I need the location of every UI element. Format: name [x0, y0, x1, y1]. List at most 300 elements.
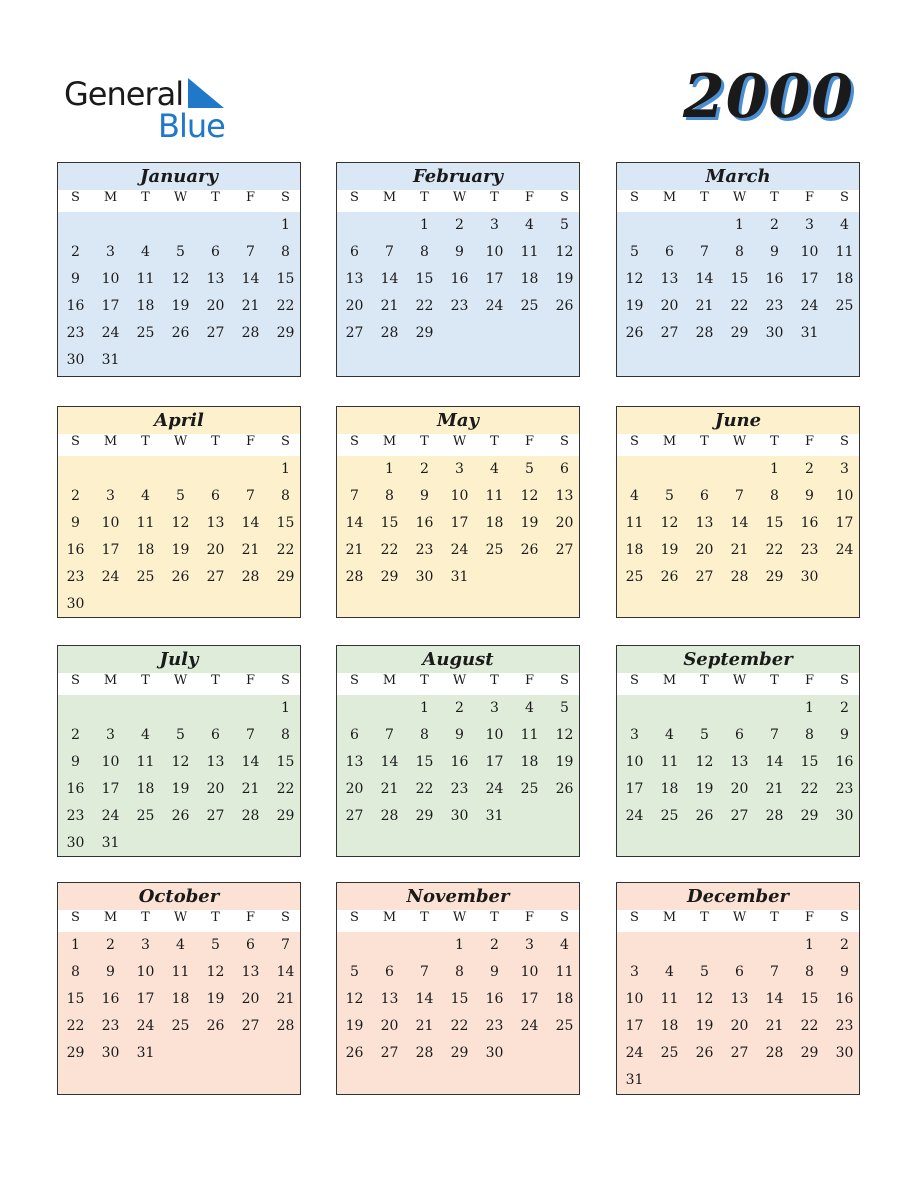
day-cell: 24 — [625, 1045, 644, 1061]
weekday-label: W — [452, 673, 467, 688]
day-cell: 31 — [800, 325, 819, 341]
day-cell: 12 — [171, 515, 190, 531]
week-row — [617, 803, 859, 830]
weekday-label: M — [382, 434, 397, 449]
day-cell: 28 — [380, 808, 399, 824]
weekday-label: S — [630, 673, 639, 688]
day-cell: 6 — [350, 244, 359, 260]
day-cell: 22 — [276, 781, 295, 797]
day-cell: 12 — [555, 244, 574, 260]
day-cell: 2 — [71, 244, 80, 260]
day-cell: 11 — [485, 488, 504, 504]
weekday-label: S — [560, 673, 569, 688]
week-row — [337, 510, 579, 537]
day-cell: 26 — [520, 542, 539, 558]
day-cell: 17 — [101, 298, 120, 314]
day-cell: 26 — [555, 298, 574, 314]
day-cell: 6 — [246, 937, 255, 953]
day-cell: 16 — [835, 754, 854, 770]
month-february — [336, 162, 580, 377]
day-cell: 17 — [450, 515, 469, 531]
empty-day-cell — [163, 830, 198, 857]
empty-day-cell — [128, 591, 163, 618]
empty-day-cell — [547, 803, 582, 830]
day-cell: 7 — [770, 727, 779, 743]
day-cell: 15 — [276, 515, 295, 531]
weekday-label: W — [173, 910, 188, 925]
day-cell: 6 — [211, 488, 220, 504]
empty-day-cell — [163, 695, 198, 722]
day-cell: 31 — [485, 808, 504, 824]
day-cell: 29 — [276, 569, 295, 585]
week-row — [58, 239, 300, 266]
day-cell: 27 — [730, 808, 749, 824]
weekday-label: T — [700, 190, 709, 205]
day-cell: 11 — [625, 515, 644, 531]
day-cell: 3 — [630, 727, 639, 743]
day-cell: 27 — [345, 325, 364, 341]
day-cell: 19 — [555, 271, 574, 287]
week-row — [617, 483, 859, 510]
week-row — [337, 212, 579, 239]
day-cell: 11 — [520, 727, 539, 743]
month-name: August — [422, 649, 494, 670]
day-cell: 24 — [520, 1018, 539, 1034]
empty-day-cell — [687, 932, 722, 959]
day-cell: 9 — [805, 488, 814, 504]
day-cell: 24 — [485, 298, 504, 314]
day-cell: 30 — [835, 808, 854, 824]
empty-day-cell — [198, 347, 233, 374]
weekday-label: S — [630, 910, 639, 925]
day-cell: 19 — [695, 781, 714, 797]
day-cell: 10 — [520, 964, 539, 980]
empty-day-cell — [827, 320, 862, 347]
day-cell: 8 — [805, 964, 814, 980]
week-row — [337, 959, 579, 986]
month-june — [616, 406, 860, 618]
empty-day-cell — [512, 1040, 547, 1067]
day-cell: 24 — [800, 298, 819, 314]
day-cell: 10 — [101, 515, 120, 531]
day-cell: 20 — [380, 1018, 399, 1034]
month-august — [336, 645, 580, 857]
day-cell: 13 — [660, 271, 679, 287]
weekday-label: W — [173, 673, 188, 688]
day-cell: 27 — [380, 1045, 399, 1061]
empty-day-cell — [687, 456, 722, 483]
day-cell: 28 — [380, 325, 399, 341]
empty-day-cell — [757, 932, 792, 959]
day-cell: 4 — [665, 964, 674, 980]
day-cell: 23 — [66, 808, 85, 824]
week-row — [617, 722, 859, 749]
week-row — [617, 776, 859, 803]
month-march — [616, 162, 860, 377]
day-cell: 8 — [385, 488, 394, 504]
day-cell: 1 — [420, 700, 429, 716]
month-name: December — [686, 886, 790, 907]
weekday-header — [58, 910, 300, 932]
weekday-header — [617, 673, 859, 695]
day-cell: 22 — [800, 1018, 819, 1034]
day-cell: 25 — [625, 569, 644, 585]
day-cell: 30 — [485, 1045, 504, 1061]
weekday-label: T — [141, 673, 150, 688]
day-cell: 2 — [455, 700, 464, 716]
day-cell: 9 — [770, 244, 779, 260]
day-cell: 8 — [281, 488, 290, 504]
weekday-label: W — [732, 910, 747, 925]
weekday-label: M — [103, 190, 118, 205]
month-name: July — [159, 649, 199, 670]
day-cell: 1 — [281, 461, 290, 477]
day-cell: 21 — [380, 781, 399, 797]
day-cell: 16 — [485, 991, 504, 1007]
weekday-header — [617, 190, 859, 212]
day-cell: 4 — [630, 488, 639, 504]
day-cell: 21 — [276, 991, 295, 1007]
day-cell: 27 — [206, 569, 225, 585]
day-cell: 3 — [106, 488, 115, 504]
day-cell: 12 — [171, 271, 190, 287]
day-cell: 10 — [485, 727, 504, 743]
empty-day-cell — [198, 1040, 233, 1067]
day-cell: 3 — [805, 217, 814, 233]
week-row — [337, 537, 579, 564]
day-cell: 22 — [415, 781, 434, 797]
day-cell: 25 — [555, 1018, 574, 1034]
week-row — [617, 1067, 859, 1094]
day-cell: 30 — [415, 569, 434, 585]
day-cell: 14 — [276, 964, 295, 980]
day-cell: 11 — [136, 754, 155, 770]
logo-text-general: General — [64, 75, 184, 113]
day-cell: 18 — [625, 542, 644, 558]
day-cell: 17 — [625, 1018, 644, 1034]
day-cell: 9 — [455, 244, 464, 260]
day-cell: 1 — [805, 700, 814, 716]
weekday-label: T — [211, 910, 220, 925]
weekday-label: M — [662, 434, 677, 449]
day-cell: 13 — [730, 991, 749, 1007]
day-cell: 14 — [730, 515, 749, 531]
weekday-label: T — [141, 190, 150, 205]
day-cell: 27 — [206, 325, 225, 341]
day-cell: 1 — [770, 461, 779, 477]
day-cell: 28 — [241, 808, 260, 824]
day-cell: 31 — [101, 352, 120, 368]
day-cell: 10 — [101, 271, 120, 287]
day-cell: 6 — [735, 727, 744, 743]
empty-day-cell — [233, 1040, 268, 1067]
empty-day-cell — [128, 695, 163, 722]
day-cell: 29 — [730, 325, 749, 341]
empty-day-cell — [93, 212, 128, 239]
week-row — [337, 932, 579, 959]
week-row — [58, 564, 300, 591]
day-cell: 21 — [765, 1018, 784, 1034]
day-cell: 8 — [735, 244, 744, 260]
day-cell: 27 — [555, 542, 574, 558]
day-cell: 11 — [660, 754, 679, 770]
day-cell: 17 — [520, 991, 539, 1007]
weekday-header — [58, 434, 300, 456]
week-row — [58, 959, 300, 986]
day-cell: 6 — [211, 244, 220, 260]
day-cell: 21 — [415, 1018, 434, 1034]
day-cell: 4 — [560, 937, 569, 953]
day-cell: 8 — [420, 244, 429, 260]
day-cell: 15 — [276, 754, 295, 770]
empty-day-cell — [442, 320, 477, 347]
day-cell: 29 — [800, 1045, 819, 1061]
day-cell: 30 — [835, 1045, 854, 1061]
weekday-label: S — [350, 673, 359, 688]
day-cell: 9 — [420, 488, 429, 504]
day-cell: 18 — [555, 991, 574, 1007]
week-row — [58, 320, 300, 347]
day-cell: 4 — [490, 461, 499, 477]
day-cell: 2 — [840, 700, 849, 716]
weekday-label: T — [211, 434, 220, 449]
day-cell: 2 — [805, 461, 814, 477]
day-cell: 11 — [520, 244, 539, 260]
day-cell: 26 — [555, 781, 574, 797]
day-cell: 1 — [455, 937, 464, 953]
day-cell: 20 — [730, 781, 749, 797]
day-cell: 20 — [241, 991, 260, 1007]
weekday-label: F — [804, 190, 815, 205]
day-cell: 24 — [101, 808, 120, 824]
weekday-header — [617, 910, 859, 932]
empty-day-cell — [128, 347, 163, 374]
month-name: September — [683, 649, 793, 670]
week-row — [617, 456, 859, 483]
empty-day-cell — [163, 1040, 198, 1067]
day-cell: 15 — [450, 991, 469, 1007]
day-cell: 19 — [660, 542, 679, 558]
weekday-label: S — [71, 190, 80, 205]
weekday-label: F — [804, 673, 815, 688]
weekday-label: T — [490, 190, 499, 205]
day-cell: 21 — [765, 781, 784, 797]
day-cell: 5 — [176, 244, 185, 260]
month-name: February — [412, 166, 503, 187]
day-cell: 7 — [246, 488, 255, 504]
week-row — [337, 1040, 579, 1067]
day-cell: 16 — [66, 781, 85, 797]
empty-day-cell — [827, 564, 862, 591]
empty-day-cell — [233, 347, 268, 374]
day-cell: 13 — [206, 754, 225, 770]
day-cell: 5 — [176, 727, 185, 743]
day-cell: 3 — [141, 937, 150, 953]
weekday-label: W — [732, 673, 747, 688]
day-cell: 2 — [420, 461, 429, 477]
empty-day-cell — [337, 932, 372, 959]
week-row — [58, 456, 300, 483]
day-cell: 28 — [730, 569, 749, 585]
day-cell: 7 — [735, 488, 744, 504]
day-cell: 5 — [211, 937, 220, 953]
empty-day-cell — [547, 1040, 582, 1067]
day-cell: 28 — [241, 325, 260, 341]
day-cell: 14 — [695, 271, 714, 287]
empty-day-cell — [547, 564, 582, 591]
day-cell: 23 — [415, 542, 434, 558]
day-cell: 15 — [415, 271, 434, 287]
day-cell: 13 — [241, 964, 260, 980]
weekday-label: S — [840, 910, 849, 925]
month-november — [336, 882, 580, 1095]
weekday-label: F — [524, 190, 535, 205]
weekday-label: S — [350, 190, 359, 205]
empty-day-cell — [652, 1067, 687, 1094]
week-row — [337, 320, 579, 347]
day-cell: 18 — [485, 515, 504, 531]
day-cell: 7 — [350, 488, 359, 504]
day-cell: 23 — [450, 781, 469, 797]
day-cell: 2 — [71, 727, 80, 743]
empty-day-cell — [477, 320, 512, 347]
week-row — [58, 722, 300, 749]
day-cell: 18 — [136, 542, 155, 558]
day-cell: 9 — [71, 515, 80, 531]
day-cell: 12 — [345, 991, 364, 1007]
weekday-label: F — [804, 910, 815, 925]
day-cell: 14 — [415, 991, 434, 1007]
day-cell: 4 — [525, 700, 534, 716]
day-cell: 4 — [141, 727, 150, 743]
weekday-label: W — [732, 434, 747, 449]
day-cell: 3 — [455, 461, 464, 477]
empty-day-cell — [652, 932, 687, 959]
month-name: April — [154, 410, 204, 431]
month-may — [336, 406, 580, 618]
day-cell: 4 — [665, 727, 674, 743]
week-row — [617, 749, 859, 776]
day-cell: 24 — [136, 1018, 155, 1034]
weekday-label: T — [770, 434, 779, 449]
day-cell: 20 — [206, 298, 225, 314]
day-cell: 16 — [765, 271, 784, 287]
day-cell: 21 — [345, 542, 364, 558]
day-cell: 11 — [136, 515, 155, 531]
weekday-header — [337, 434, 579, 456]
day-cell: 8 — [770, 488, 779, 504]
day-cell: 1 — [385, 461, 394, 477]
day-cell: 18 — [136, 781, 155, 797]
day-cell: 10 — [136, 964, 155, 980]
month-name: January — [140, 166, 218, 187]
empty-day-cell — [652, 212, 687, 239]
week-row — [617, 293, 859, 320]
month-january — [57, 162, 301, 377]
day-cell: 15 — [800, 991, 819, 1007]
general-blue-logo — [64, 74, 234, 144]
day-cell: 8 — [420, 727, 429, 743]
weekday-label: M — [662, 910, 677, 925]
day-cell: 2 — [71, 488, 80, 504]
empty-day-cell — [687, 212, 722, 239]
day-cell: 29 — [765, 569, 784, 585]
day-cell: 29 — [66, 1045, 85, 1061]
weekday-label: T — [770, 673, 779, 688]
weekday-label: T — [211, 190, 220, 205]
day-cell: 16 — [66, 298, 85, 314]
week-row — [337, 239, 579, 266]
empty-day-cell — [128, 456, 163, 483]
logo-text-blue: Blue — [158, 107, 225, 145]
day-cell: 6 — [350, 727, 359, 743]
day-cell: 12 — [625, 271, 644, 287]
empty-day-cell — [58, 456, 93, 483]
weekday-label: S — [630, 434, 639, 449]
empty-day-cell — [163, 212, 198, 239]
day-cell: 26 — [345, 1045, 364, 1061]
day-cell: 5 — [630, 244, 639, 260]
weekday-label: M — [382, 673, 397, 688]
day-cell: 25 — [520, 298, 539, 314]
day-cell: 23 — [765, 298, 784, 314]
day-cell: 11 — [171, 964, 190, 980]
week-row — [337, 456, 579, 483]
empty-day-cell — [512, 320, 547, 347]
week-row — [617, 986, 859, 1013]
empty-day-cell — [163, 456, 198, 483]
weekday-label: S — [281, 190, 290, 205]
day-cell: 29 — [380, 569, 399, 585]
weekday-label: T — [700, 910, 709, 925]
month-name: November — [406, 886, 510, 907]
day-cell: 4 — [141, 244, 150, 260]
day-cell: 24 — [101, 569, 120, 585]
day-cell: 24 — [450, 542, 469, 558]
weekday-label: W — [452, 434, 467, 449]
weekday-label: W — [452, 190, 467, 205]
week-row — [617, 959, 859, 986]
day-cell: 15 — [380, 515, 399, 531]
weekday-label: W — [732, 190, 747, 205]
week-row — [58, 537, 300, 564]
day-cell: 27 — [345, 808, 364, 824]
day-cell: 21 — [380, 298, 399, 314]
day-cell: 27 — [695, 569, 714, 585]
day-cell: 12 — [206, 964, 225, 980]
day-cell: 8 — [71, 964, 80, 980]
month-april — [57, 406, 301, 618]
week-row — [58, 293, 300, 320]
day-cell: 22 — [450, 1018, 469, 1034]
empty-day-cell — [233, 212, 268, 239]
day-cell: 9 — [840, 964, 849, 980]
weekday-label: M — [103, 910, 118, 925]
week-row — [58, 1040, 300, 1067]
day-cell: 3 — [490, 700, 499, 716]
weekday-header — [617, 434, 859, 456]
empty-day-cell — [757, 695, 792, 722]
empty-day-cell — [268, 591, 303, 618]
day-cell: 3 — [490, 217, 499, 233]
day-cell: 28 — [765, 808, 784, 824]
day-cell: 5 — [700, 727, 709, 743]
day-cell: 18 — [520, 271, 539, 287]
day-cell: 12 — [695, 991, 714, 1007]
day-cell: 9 — [455, 727, 464, 743]
day-cell: 10 — [450, 488, 469, 504]
day-cell: 22 — [415, 298, 434, 314]
